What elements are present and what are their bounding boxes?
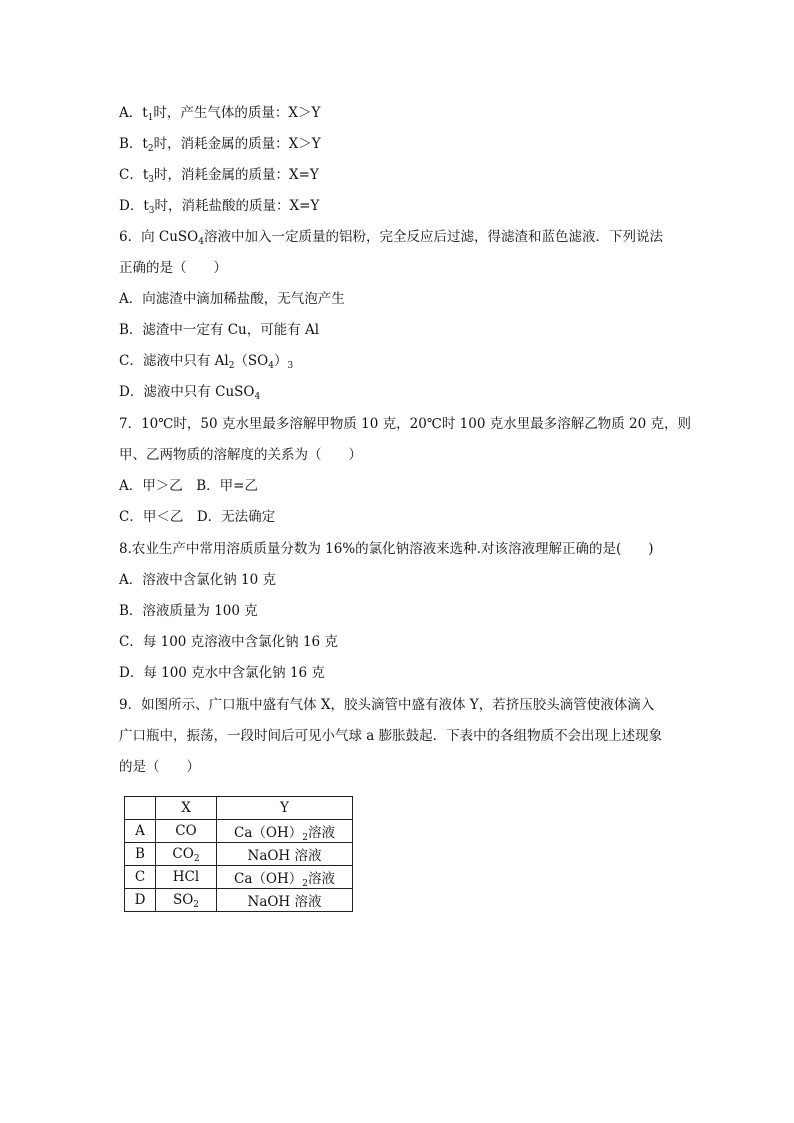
row-x: CO	[156, 820, 217, 843]
q6-stem-line-1: 6．向 CuSO$_4$溶液中加入一定质量的铝粉，完全反应后过滤，得滤渣和蓝色滤液．下列说法	[119, 229, 663, 247]
q6-stem-line-2: 正确的是（ ）	[119, 260, 227, 276]
table-header-row	[125, 797, 353, 820]
q9-options-table	[124, 796, 353, 912]
row-x: $SO_2$	[156, 889, 217, 912]
row-label: B	[125, 843, 156, 866]
q8-stem: 8.农业生产中常用溶质质量分数为 16%的氯化钠溶液来选种.对该溶液理解正确的是( )	[119, 541, 654, 557]
q9-stem-line-2: 广口瓶中，振荡，一段时间后可见小气球 a 膨胀鼓起．下表中的各组物质不会出现上述现象	[119, 728, 663, 744]
table-header-x: X	[156, 797, 217, 820]
q6-option-d: D．滤液中只有 CuSO$_4$	[119, 384, 261, 402]
row-x: HCl	[156, 866, 217, 889]
q6-option-c: C．滤液中只有 $Al_2(SO_4)_3$	[119, 353, 294, 371]
q8-option-a: A．溶液中含氯化钠 10 克	[119, 572, 277, 588]
row-label: A	[125, 820, 156, 843]
q5-option-a: A．$t_1$时，产生气体的质量：X＞Y	[119, 105, 321, 123]
q7-stem-line-1: 7．10℃时，50 克水里最多溶解甲物质 10 克，20℃时 100 克水里最多溶解乙物质 20 克，则	[119, 416, 691, 432]
q7-stem-line-2: 甲、乙两物质的溶解度的关系为（ ）	[119, 447, 362, 463]
q9-stem-line-3: 的是（ ）	[119, 759, 200, 775]
q9-stem-line-1: 9．如图所示、广口瓶中盛有气体 X，胶头滴管中盛有液体 Y，若挤压胶头滴管使液体滴入	[119, 697, 655, 713]
q5-option-d: D．$t_3$时，消耗盐酸的质量：X=Y	[119, 198, 320, 216]
q8-option-c: C．每 100 克溶液中含氯化钠 16 克	[119, 634, 338, 650]
row-label: C	[125, 866, 156, 889]
row-y: NaOH 溶液	[217, 889, 353, 912]
q5-option-c: C．$t_3$时，消耗金属的质量：X=Y	[119, 167, 319, 185]
q8-option-d: D．每 100 克水中含氯化钠 16 克	[119, 665, 325, 681]
table-row	[125, 889, 353, 912]
q7-options-cd: C．甲＜乙 D．无法确定	[119, 509, 276, 525]
q5-option-b: B．$t_2$时，消耗金属的质量：X＞Y	[119, 136, 321, 154]
q6-option-a: A．向滤渣中滴加稀盐酸，无气泡产生	[119, 291, 345, 307]
q6-option-b: B．滤渣中一定有 Cu，可能有 Al	[119, 322, 320, 338]
table-header-y: Y	[217, 797, 353, 820]
table-row	[125, 843, 353, 866]
table-row	[125, 866, 353, 889]
row-y: NaOH 溶液	[217, 843, 353, 866]
row-y: $Ca(OH)_2$溶液	[217, 866, 353, 889]
row-label: D	[125, 889, 156, 912]
table-row	[125, 820, 353, 843]
table-header-empty	[125, 797, 156, 820]
row-y: $Ca(OH)_2$溶液	[217, 820, 353, 843]
q7-options-ab: A．甲＞乙 B．甲=乙	[119, 478, 258, 494]
q8-option-b: B．溶液质量为 100 克	[119, 603, 258, 619]
row-x: $CO_2$	[156, 843, 217, 866]
